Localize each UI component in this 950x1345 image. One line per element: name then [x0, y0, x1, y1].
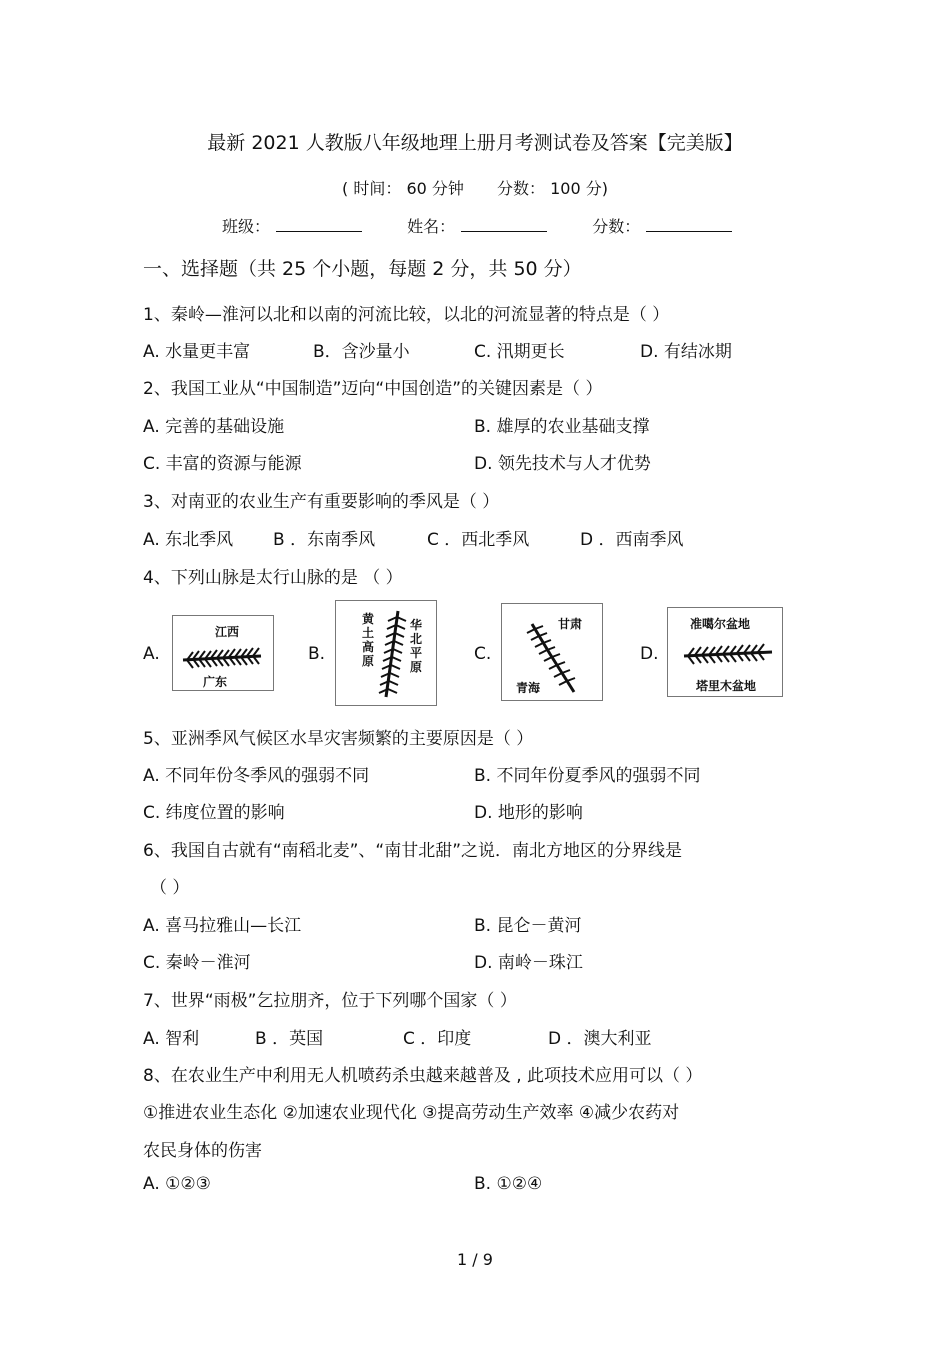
question-7-option-c: C ．印度	[403, 1029, 472, 1049]
score-blank	[646, 217, 732, 232]
class-blank	[276, 217, 362, 232]
score-field	[592, 214, 732, 237]
question-1-stem: 1、秦岭—淮河以北和以南的河流比较，以北的河流显著的特点是（ ）	[143, 305, 670, 325]
mountain-map-d	[667, 607, 783, 697]
map-a-label-top: 江西	[215, 625, 240, 639]
question-1-option-b: B．含沙量小	[313, 342, 410, 362]
question-6-blank: （ ）	[150, 878, 190, 898]
question-8-items: ①推进农业生态化 ②加速农业现代化 ③提高劳动生产效率 ④减少农药对	[143, 1103, 680, 1123]
question-2-option-c: C. 丰富的资源与能源	[143, 454, 302, 474]
class-field	[222, 214, 362, 237]
question-8-stem: 8、在农业生产中利用无人机喷药杀虫越来越普及 , 此项技术应用可以（ ）	[143, 1066, 703, 1086]
question-5-option-a: A. 不同年份冬季风的强弱不同	[143, 766, 370, 786]
question-6-option-d: D. 南岭－珠江	[474, 953, 583, 973]
question-1-option-c: C. 汛期更长	[474, 342, 565, 362]
class-label: 班级：	[222, 217, 271, 236]
question-7-option-a: A. 智利	[143, 1029, 200, 1049]
question-5-stem: 5、亚洲季风气候区水旱灾害频繁的主要原因是（ ）	[143, 729, 534, 749]
question-5-option-b: B. 不同年份夏季风的强弱不同	[474, 766, 701, 786]
map-d-label-bottom: 塔里木盆地	[696, 679, 757, 693]
mountain-map-c	[501, 603, 603, 701]
page-title: 最新 2021 人教版八年级地理上册月考测试卷及答案【完美版】	[207, 132, 743, 154]
question-3-stem: 3、对南亚的农业生产有重要影响的季风是（ ）	[143, 492, 500, 512]
question-6-option-b: B. 昆仑－黄河	[474, 916, 582, 936]
student-fields	[222, 214, 772, 237]
question-4-option-d: D.	[640, 644, 659, 664]
question-5-option-c: C. 纬度位置的影响	[143, 803, 285, 823]
map-b-label-right: 华北平原	[410, 618, 423, 674]
question-8-items-cont: 农民身体的伤害	[143, 1141, 262, 1161]
mountain-map-b	[335, 600, 437, 706]
question-3-option-d: D ．西南季风	[580, 530, 684, 550]
name-field	[407, 214, 547, 237]
question-3-option-c: C ．西北季风	[427, 530, 530, 550]
question-2-option-d: D. 领先技术与人才优势	[474, 454, 651, 474]
question-2-option-a: A. 完善的基础设施	[143, 417, 285, 437]
exam-meta	[0, 176, 950, 199]
question-3-option-a: A. 东北季风	[143, 530, 234, 550]
question-7-option-b: B ．英国	[255, 1029, 324, 1049]
map-c-label-bottom: 青海	[516, 681, 541, 695]
map-a-label-bottom: 广东	[203, 675, 228, 689]
question-6-option-a: A. 喜马拉雅山—长江	[143, 916, 302, 936]
question-5-option-d: D. 地形的影响	[474, 803, 583, 823]
question-2-stem: 2、我国工业从“中国制造”迈向“中国创造”的关键因素是（ ）	[143, 379, 603, 399]
question-7-option-d: D ．澳大利亚	[548, 1029, 652, 1049]
question-7-stem: 7、世界“雨极”乞拉朋齐，位于下列哪个国家（ ）	[143, 991, 517, 1011]
map-d-label-top: 准噶尔盆地	[690, 617, 751, 631]
question-6-stem: 6、我国自古就有“南稻北麦”、“南甘北甜”之说．南北方地区的分界线是	[143, 841, 683, 861]
question-1-option-d: D. 有结冰期	[640, 342, 732, 362]
question-4-option-a: A.	[143, 644, 160, 664]
question-4-option-c: C.	[474, 644, 492, 664]
score-label: 分数：	[592, 217, 641, 236]
page-number: 1 / 9	[457, 1250, 493, 1269]
question-6-option-c: C. 秦岭－淮河	[143, 953, 251, 973]
map-b-label-left: 黄土高原	[362, 612, 375, 668]
question-1-option-a: A. 水量更丰富	[143, 342, 251, 362]
question-4-stem: 4、下列山脉是太行山脉的是 （ ）	[143, 568, 403, 588]
question-3-option-b: B ．东南季风	[273, 530, 376, 550]
exam-time: ( 时间： 60 分钟	[342, 179, 464, 198]
name-blank	[461, 217, 547, 232]
question-8-option-b: B. ①②④	[474, 1174, 543, 1194]
exam-total-score: 分数： 100 分)	[497, 179, 608, 198]
question-4-option-b: B.	[308, 644, 326, 664]
map-c-label-top: 甘肃	[558, 617, 583, 631]
section-heading: 一、选择题（共 25 个小题，每题 2 分，共 50 分）	[143, 258, 582, 280]
question-8-option-a: A. ①②③	[143, 1174, 211, 1194]
mountain-map-a	[172, 615, 274, 691]
name-label: 姓名：	[407, 217, 456, 236]
question-2-option-b: B. 雄厚的农业基础支撑	[474, 417, 650, 437]
